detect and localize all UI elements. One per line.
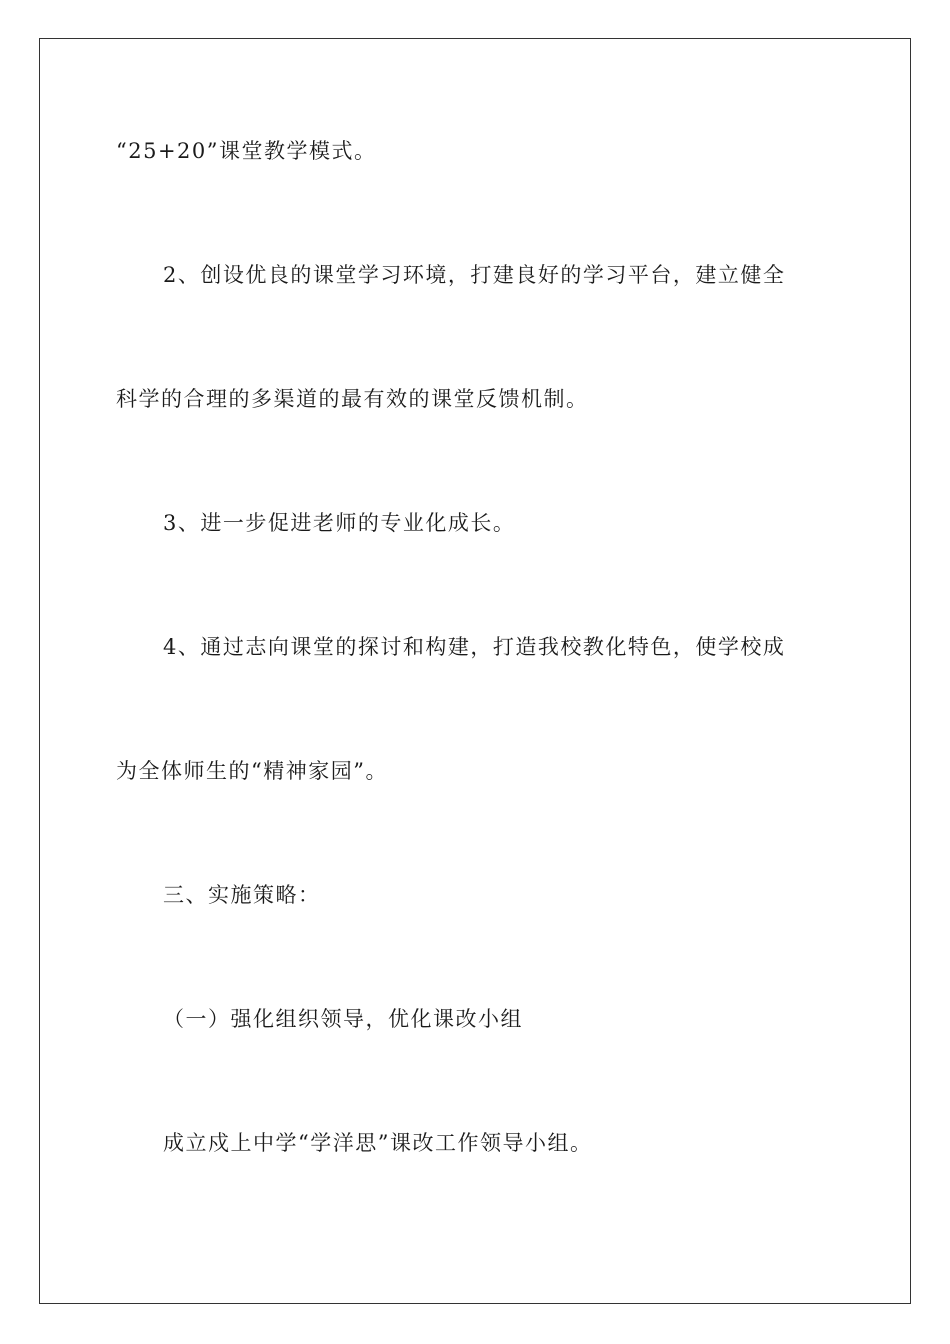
text-line-item-4-continued: 为全体师生的“精神家园”。 (116, 759, 388, 783)
subsection-heading: （一）强化组织领导，优化课改小组 (163, 1007, 523, 1031)
text-line-item-3: 3、进一步促进老师的专业化成长。 (163, 511, 516, 535)
text-line-item-2: 2、创设优良的课堂学习环境，打建良好的学习平台，建立健全 (163, 263, 786, 287)
text-line-leadership-group: 成立戍上中学“学洋思”课改工作领导小组。 (163, 1131, 593, 1155)
text-line-item-2-continued: 科学的合理的多渠道的最有效的课堂反馈机制。 (116, 387, 589, 411)
text-line-model: “25+20”课堂教学模式。 (116, 139, 377, 163)
page-border (39, 38, 911, 1304)
text-line-item-4: 4、通过志向课堂的探讨和构建，打造我校教化特色，使学校成 (163, 635, 786, 659)
section-heading-strategy: 三、实施策略： (163, 883, 321, 907)
